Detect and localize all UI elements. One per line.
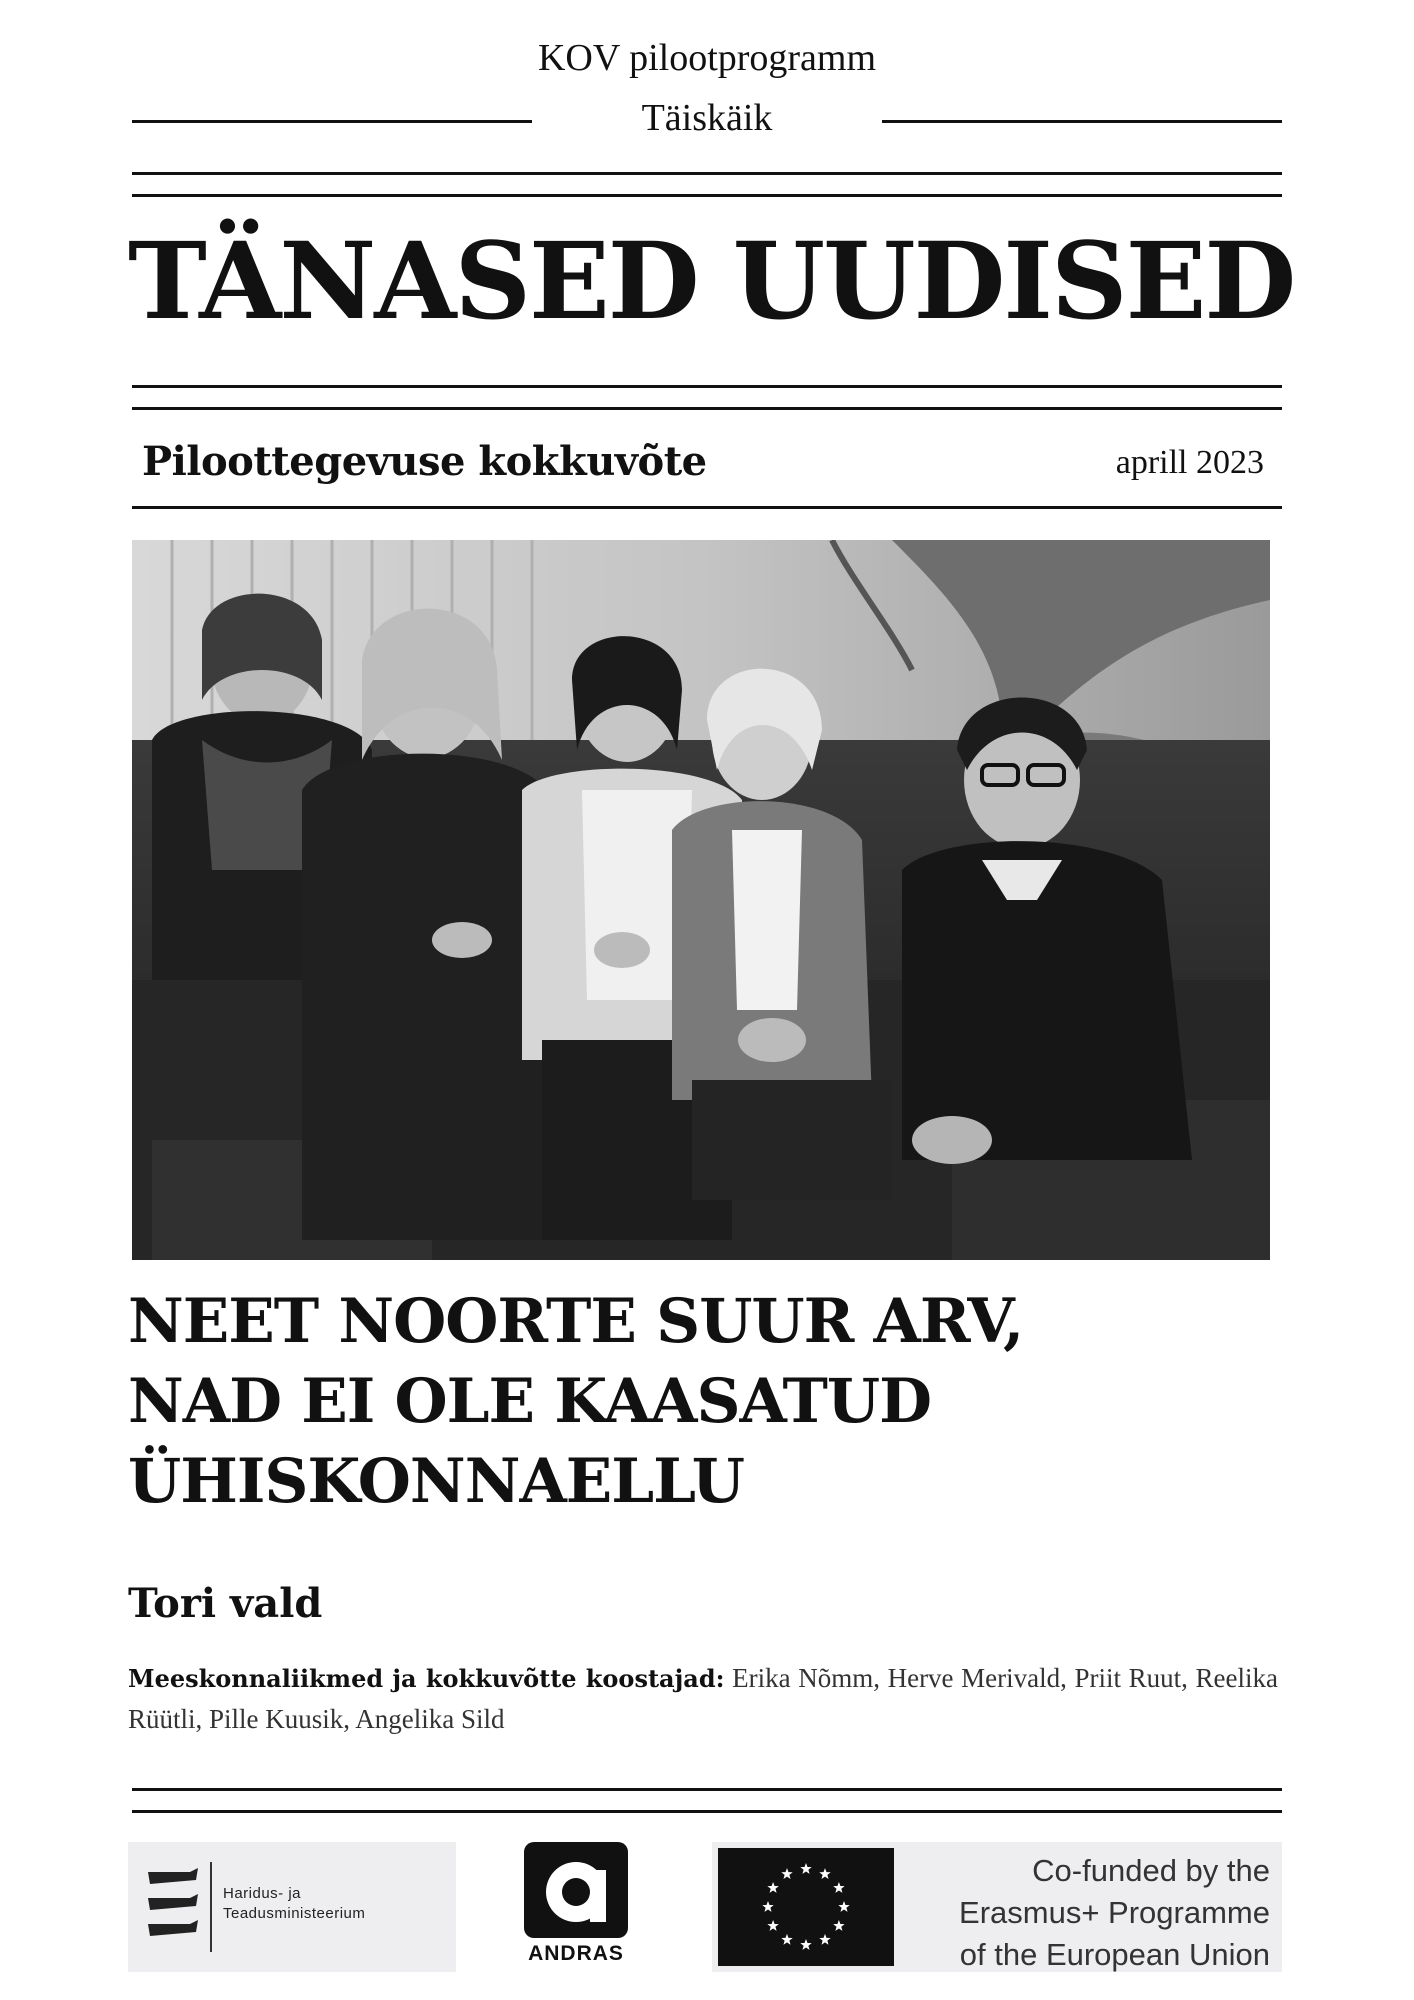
eu-cofunded-text xyxy=(910,1850,1270,1976)
eu-flag-icon xyxy=(718,1848,894,1966)
divider xyxy=(132,172,1282,175)
ministry-line: Teadusministeerium xyxy=(223,1905,366,1922)
team-credits xyxy=(128,1658,1278,1739)
divider xyxy=(132,1788,1282,1791)
team-photo xyxy=(132,540,1270,1260)
ministry-logo xyxy=(128,1842,456,1972)
divider xyxy=(132,407,1282,410)
andras-label: ANDRAS xyxy=(528,1942,624,1965)
andras-icon xyxy=(522,1840,630,1940)
program-subtitle: Täiskäik xyxy=(641,97,773,139)
coat-of-arms-icon xyxy=(142,1864,204,1950)
headline-line: NAD EI OLE KAASATUD xyxy=(128,1366,931,1437)
divider xyxy=(882,120,1282,123)
section-subtitle: Piloottegevuse kokkuvõte xyxy=(142,438,707,485)
divider xyxy=(132,506,1282,509)
place-name: Tori vald xyxy=(128,1580,323,1627)
eu-line: of the European Union xyxy=(959,1937,1270,1972)
divider xyxy=(132,1810,1282,1813)
program-title: KOV pilootprogramm xyxy=(537,37,877,79)
headline-line: NEET NOORTE SUUR ARV, xyxy=(128,1286,1024,1357)
masthead-title: TÄNASED UUDISED xyxy=(128,218,1295,343)
eu-line: Co-funded by the xyxy=(1032,1853,1270,1888)
ministry-line: Haridus- ja xyxy=(223,1885,302,1902)
andras-logo xyxy=(512,1840,640,1976)
credits-label: Meeskonnaliikmed ja kokkuvõtte koostajad: xyxy=(128,1664,725,1693)
issue-date: aprill 2023 xyxy=(1115,444,1264,481)
article-headline xyxy=(128,1282,1278,1522)
divider xyxy=(132,385,1282,388)
divider xyxy=(132,120,532,123)
divider xyxy=(132,194,1282,197)
eu-cofunded-logo xyxy=(712,1842,1282,1972)
credits-names: Erika Nõmm, Herve Merivald, Priit Ruut, Reelika Rüütli, Pille Kuusik, Angelika Sild xyxy=(128,1663,1279,1734)
ministry-name xyxy=(223,1884,365,1924)
logo-divider xyxy=(210,1862,212,1952)
eu-line: Erasmus+ Programme xyxy=(959,1895,1270,1930)
headline-line: ÜHISKONNAELLU xyxy=(128,1446,744,1517)
